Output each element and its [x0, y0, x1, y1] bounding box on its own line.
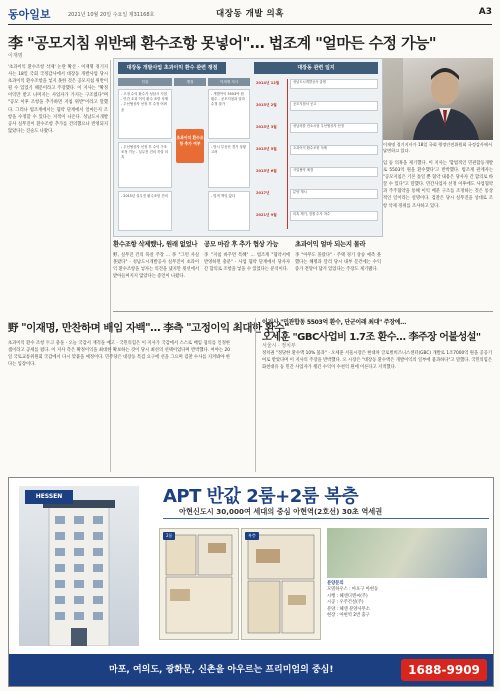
news-photo: [383, 58, 493, 140]
plan-label: 복층: [245, 532, 259, 540]
ad-info: [327, 581, 487, 641]
ad-info-line: 분양 : 헤센 분양사무소: [327, 606, 370, 612]
article-body-col4: 임 등 의혹을 제기했다. 이 지사는 '합법적인 민관합동개발로 5503억 원을 환수했다'고 반박했다. 법조계 관계자는 "공모지침은 기본 틀일 뿐 협약 내용은 당사자 간 합의로 바꿀 수 있다"고 말했다. 민간사업자 선정 이후에도 사업협약과 주주협약을 통해 이익 배분 구조를 조정하는 것은 통상적인 일이라는 설명이다. 검찰은 당시 실무진을 상대로 조항 삭제 경위를 조사하고 있다.: [383, 161, 493, 209]
timeline-event: 초과이익 환수조항 삭제: [290, 145, 378, 155]
timeline-event: 분양 개시: [290, 189, 378, 199]
column-divider: [255, 318, 256, 472]
main-headline: 李 "공모지침 위반돼 환수조항 못넣어"… 법조계 "얼마든 수정 가능": [8, 34, 436, 52]
building-icon: [19, 486, 139, 646]
timeline-year: 2015년 6월: [256, 169, 277, 173]
site-photo: [327, 528, 487, 578]
timeline-year: 2017년: [256, 191, 270, 195]
floorplan-icon: [242, 529, 320, 639]
infographic-cell: - 우선협상자 선정 후 수익 구조 조정 가능 - 실무진 건의 묵살 의혹: [118, 142, 172, 188]
tertiary-byline: 서울시 · 정치부: [262, 343, 296, 349]
ad-subtitle: 아현신도시 30,000여 세대의 중심 아현역(2호선) 30초 역세권: [179, 507, 383, 516]
issue-date: 2021년 10월 20일 수요일 제31168호: [68, 12, 155, 18]
article-body-col1: '초과이익 환수조항 삭제' 논란 확산 · 이재명 경기지사는 18일 국회 국정감사에서 대장동 개발사업 당시 초과이익 환수조항을 넣지 못한 것은 공모지침 위반이 될 수 있었기 때문이라고 주장했다. 이 지사는 "확정이익만 받고 나머지는 사업자가 가지는 구조였다"며 "공모 이후 조항을 추가하면 지침 위반"이라고 말했다. 그러나 법조계에서는 협약 단계에서 얼마든지 조항을 수정할 수 있다는 지적이 나온다. 성남도시개발공사 실무진이 환수조항 추가를 건의했으나 반영되지 않았다는 진술도 나왔다.: [8, 65, 108, 134]
ad-info-line: 현장 : 아현역 2번 출구: [327, 613, 370, 619]
phone-number[interactable]: 1688-9909: [401, 659, 487, 681]
timeline-event: 성남의뜰 컨소시엄 우선협상자 선정: [290, 123, 378, 133]
infographic-col-head: 쟁점: [174, 78, 206, 86]
tertiary-headline: 오세훈 "GBC사업비 1.7조 환수… 李주장 어불성설": [262, 332, 481, 343]
secondary-body: 초과이익 환수 조항 두고 충돌 · 오늘 국감서 재격돌 예고 · 국민의힘은 이 지사가 국감에서 스스로 배임 혐의를 인정한 셈이라고 공세를 폈다. 이 지사 측은 확정이익을 최대한 확보하는 것이 당시 최선의 선택이었다며 반박했다. 여야는 20일 국토교통위원회 국감에서 다시 맞붙을 예정이다. 민주당은 대장동 특검 요구에 선을 그으며 검찰 수사를 지켜봐야 한다는 입장이다.: [8, 341, 230, 368]
secondary-headline: 野 "이재명, 만찬하며 배임 자백"… 李측 "고정이익 최대한 환수": [8, 322, 290, 334]
infographic-left-title: 대장동 개발사업 초과이익 환수 관련 쟁점: [118, 62, 226, 74]
timeline-line: [287, 79, 288, 229]
infographic-cell: - 법적 책임 없다: [208, 191, 250, 231]
ad-info-line: 시행 : 헤센디앤씨(주): [327, 593, 368, 599]
advertisement: [8, 477, 494, 687]
section-title: 대장동 개발 의혹: [216, 9, 284, 19]
infographic-col-head: 민관: [118, 78, 172, 86]
ad-info-line: 분양문의: [327, 581, 344, 586]
photo-caption: 이재명 경기지사가 18일 국회 행정안전위원회 국정감사에서 답변하고 있다.: [383, 142, 493, 153]
ad-title: APT 반값 2룸+2룸 복층: [163, 486, 359, 507]
infographic-cell: - 2015년 실무진 환수조항 건의: [118, 191, 172, 231]
tertiary-body: 정치권 "정당한 환수액 10% 불과" · 오세훈 서울시장은 현대차 글로벌비즈니스센터(GBC) 개발로 1조7000억 원을 공공기여로 받았다며 이 지사의 주장을 반박했다. 오 시장은 "대장동 환수액은 개발이익의 일부에 불과하다"고 말했다. 국민의힘은 화천대유 등 민간 사업자가 챙긴 수익이 수천억 원에 이른다고 지적했다.: [262, 351, 492, 371]
ad-info-line: 시공 : 우주건설(주): [327, 600, 364, 606]
sub-body: 李 "아무도 몰랐다" · 주택 경기 상승 예측 못 했다는 해명과 달리 당시 내부 문건에는 수익 증가 전망이 담겨 있었다는 주장도 제기됐다.: [295, 253, 381, 273]
section-divider: [113, 311, 493, 312]
infographic-issue-label: 초과이익 환수조항 추가 여부: [176, 129, 204, 163]
brand-logo: HESSEN: [25, 490, 73, 504]
sub-body: 李 "지침 바꾸면 특혜" … 법조계 "협약서에 반영하면 충분" · 사업 협약 단계에서 당사자 간 합의로 조항을 넣을 수 있었다는 분석이다.: [204, 253, 290, 273]
timeline-event: 성남도시개발공사 출범: [290, 79, 378, 89]
timeline-event: 사업협약 체결: [290, 167, 378, 177]
floorplan-icon: [160, 529, 238, 639]
tertiary-kicker: 이지사 "민관합동 5503억 환수, 단군이래 최대" 주장에…: [262, 319, 406, 326]
infographic: [113, 58, 383, 237]
infographic-right-title: 대장동 관련 일지: [254, 62, 378, 74]
timeline-event: 공모지침서 공고: [290, 101, 378, 111]
timeline-year: 2015년 3월: [256, 125, 277, 129]
person-photo: [383, 58, 493, 140]
timeline-year: 2014년 12월: [256, 81, 280, 85]
newspaper-logo: 동아일보: [8, 8, 51, 21]
ad-divider: [163, 518, 489, 519]
ad-bottom-bar: [9, 654, 493, 686]
infographic-col-head: 이재명 지사: [208, 78, 250, 86]
floorplan-loft: [241, 528, 321, 640]
timeline-event: 의혹 제기, 검찰 수사 착수: [290, 211, 378, 221]
timeline-year: 2021년 9월: [256, 213, 277, 217]
infographic-cell: - 개발이익 5503억 원 환수 - 공모지침과 달라 수정 불가: [208, 89, 250, 139]
ad-slogan: 마포, 여의도, 광화문, 신촌을 아우르는 프리미엄의 중심!: [109, 665, 334, 675]
ad-info-line: 모델하우스 : 마포구 아현동: [327, 587, 379, 593]
infographic-cell: - 고정 수익 환수가 성남시 지침 - 민간 초과 이익 환수 조항 삭제 - 우선협상자 선정 후 수정 어려움: [118, 89, 172, 139]
sub-headline: 공모 마감 후 추가 협상 가능: [204, 240, 279, 248]
sub-headline: 환수조항 삭제했나, 원래 없었나: [113, 240, 198, 248]
masthead: [8, 4, 492, 25]
sub-headline: 초과이익 얼마 되는지 몰라: [295, 240, 366, 248]
plan-label: 2룸: [163, 532, 175, 540]
floorplan-2room: [159, 528, 239, 640]
infographic-cell: - 당시 부동산 경기 상황 고려: [208, 142, 250, 188]
page-number: A3: [478, 7, 492, 17]
timeline-year: 2015년 5월: [256, 147, 277, 151]
building-illustration: [19, 486, 139, 646]
timeline-year: 2015년 2월: [256, 103, 277, 107]
sub-body: 野, 실무진 건의 묵살 주장 … 李 "그런 사실 몰랐다" · 성남도시개발공사 실무진이 초과이익 환수조항을 넣자는 의견을 냈지만 윗선에서 받아들여지지 않았다는 증언이 나왔다.: [113, 253, 199, 280]
byline: 이재명: [8, 53, 23, 59]
